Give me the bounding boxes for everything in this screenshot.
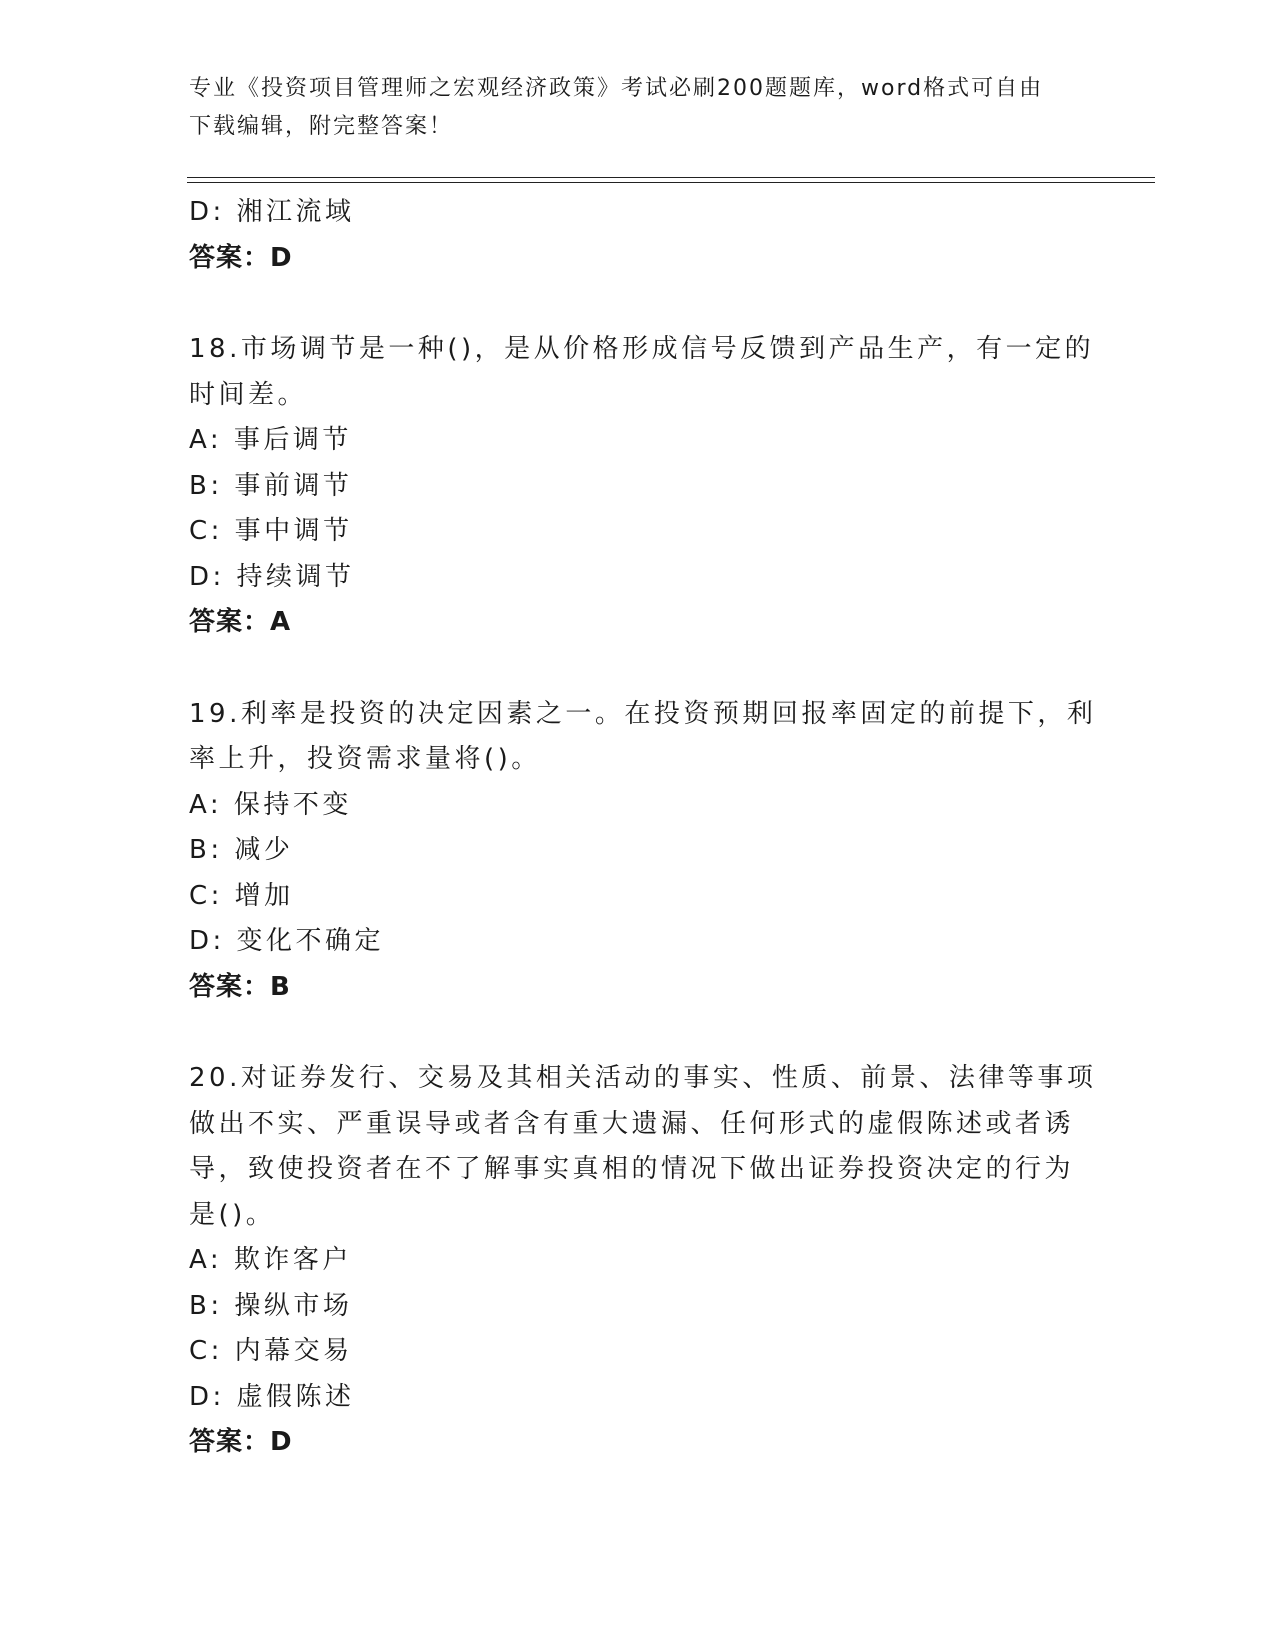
spacer: [189, 646, 1089, 692]
header-line-2: 下载编辑，附完整答案！: [189, 114, 454, 139]
header-divider-top: [187, 177, 1155, 178]
option-b: B: 操纵市场: [189, 1290, 353, 1321]
question-stem: 导，致使投资者在不了解事实真相的情况下做出证券投资决定的行为: [189, 1154, 1075, 1184]
question-stem: 是()。: [189, 1199, 276, 1230]
question-18: [189, 327, 1095, 646]
option-d: D: 湘江流域: [189, 197, 355, 227]
option-a: A: 事后调节: [189, 425, 352, 455]
answer-line: 答案：D: [189, 1427, 293, 1457]
option-d: D: 变化不确定: [189, 926, 385, 956]
spacer: [189, 1010, 1089, 1056]
option-d: D: 虚假陈述: [189, 1381, 355, 1412]
header-line-1: 专业《投资项目管理师之宏观经济政策》考试必刷200题题库，word格式可自由: [189, 76, 1044, 101]
option-a: A: 欺诈客户: [189, 1245, 352, 1275]
option-a: A: 保持不变: [189, 789, 352, 820]
spacer: [189, 281, 1089, 327]
answer-line: 答案：A: [189, 607, 292, 637]
question-19: [189, 692, 1097, 1011]
question-stem: 19.利率是投资的决定因素之一。在投资预期回报率固定的前提下，利: [189, 698, 1097, 729]
question-stem: 做出不实、严重误导或者含有重大遗漏、任何形式的虚假陈述或者诱: [189, 1108, 1075, 1139]
question-20: [189, 1056, 1097, 1466]
option-b: B: 事前调节: [189, 470, 353, 501]
option-c: C: 内幕交易: [189, 1336, 353, 1366]
answer-line: 答案：D: [189, 242, 293, 273]
question-stem: 20.对证券发行、交易及其相关活动的事实、性质、前景、法律等事项: [189, 1063, 1097, 1093]
option-b: B: 减少: [189, 835, 294, 865]
question-stem: 率上升，投资需求量将()。: [189, 744, 541, 774]
question-list: [189, 190, 1097, 1466]
option-d: D: 持续调节: [189, 561, 355, 592]
header-divider-bottom: [187, 182, 1155, 183]
option-c: C: 增加: [189, 880, 294, 911]
option-c: C: 事中调节: [189, 516, 353, 546]
question-stem: 18.市场调节是一种()，是从价格形成信号反馈到产品生产，有一定的: [189, 334, 1095, 364]
page-header: [189, 70, 1069, 146]
answer-line: 答案：B: [189, 971, 291, 1002]
question-stem: 时间差。: [189, 379, 308, 410]
question-17-tail: [189, 190, 1089, 281]
